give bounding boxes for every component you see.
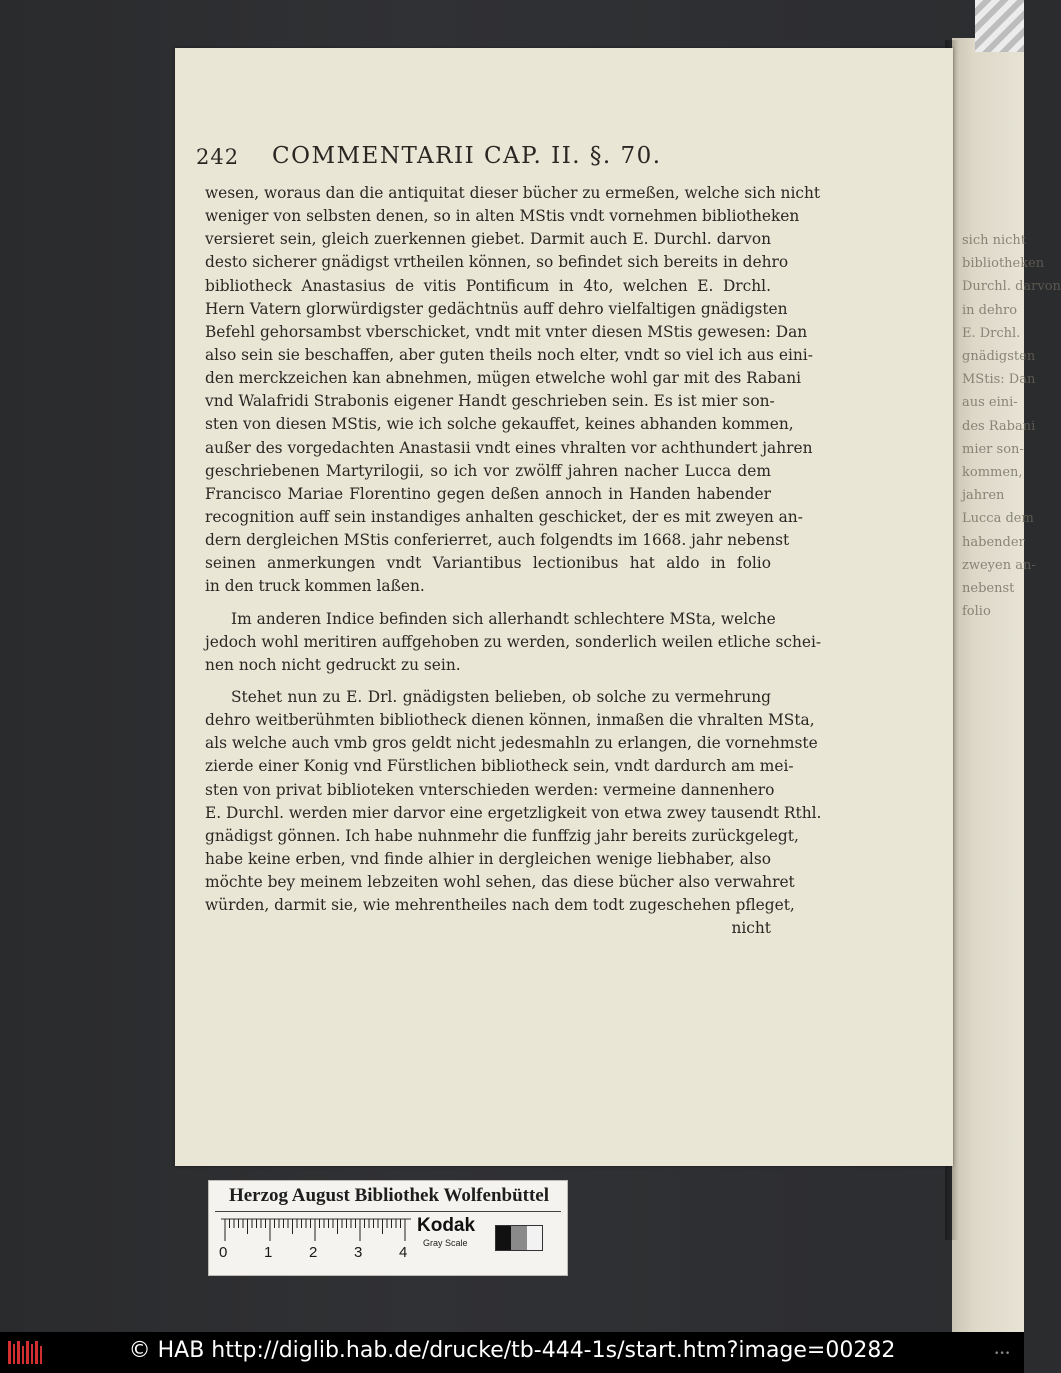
ghost-text-line: bibliotheken xyxy=(962,256,1045,272)
text-line: außer des vorgedachten Anastasii vndt eines vhralten vor achthundert jahren xyxy=(205,438,813,457)
ghost-text-line: sich nicht xyxy=(962,233,1027,248)
ruler-number: 2 xyxy=(309,1244,318,1261)
text-line: bibliotheck Anastasius de vitis Pontificum in 4to, welchen E. Drchl. xyxy=(205,276,771,295)
ghost-text-line: Durchl. darvon xyxy=(962,279,1061,295)
ghost-text-line: MStis: Dan xyxy=(962,372,1036,388)
ghost-text-line: folio xyxy=(962,604,991,620)
paragraph xyxy=(205,608,822,677)
ruler-number: 3 xyxy=(354,1244,363,1261)
ghost-text-line: habender xyxy=(962,534,1025,550)
paragraph xyxy=(205,686,822,917)
text-line: zierde einer Konig vnd Fürstlichen bibliotheck sein, vndt dardurch am mei- xyxy=(205,757,794,776)
citation-footer xyxy=(0,1332,1024,1373)
gray-patch xyxy=(527,1226,542,1250)
text-line: sten von diesen MStis, wie ich solche gekauffet, keines abhanden kommen, xyxy=(205,415,794,434)
text-line: als welche auch vmb gros geldt nicht jedesmahln zu erlangen, die vornehmste xyxy=(205,734,818,753)
scanner-corner-plate xyxy=(975,0,1024,52)
text-line: versieret sein, gleich zuerkennen giebet. Darmit auch E. Durchl. darvon xyxy=(205,230,771,249)
text-line: Stehet nun zu E. Drl. gnädigsten belieben, ob solche zu vermehrung xyxy=(231,687,771,706)
text-line: recognition auff sein instandiges anhalten geschicket, der es mit zweyen an- xyxy=(205,507,803,526)
paragraph-gap xyxy=(205,599,771,608)
running-title: COMMENTARII CAP. II. §. 70. xyxy=(272,143,662,169)
ghost-text-line: nebenst xyxy=(962,581,1015,596)
text-line: vnd Walafridi Strabonis eigener Handt geschrieben sein. Es ist mier son- xyxy=(205,392,775,411)
ghost-text-line: mier son- xyxy=(962,441,1024,457)
text-line: Befehl gehorsambst vberschicket, vndt mit vnter diesen MStis gewesen: Dan xyxy=(205,322,808,341)
gray-patch xyxy=(511,1226,526,1250)
footer-dots-icon: ••• xyxy=(994,1349,1011,1359)
text-line: möchte bey meinem lebzeiten wohl sehen, das diese bücher also verwahret xyxy=(205,873,795,892)
ghost-text-line: jahren xyxy=(962,488,1005,504)
ghost-text-line: gnädigsten xyxy=(962,349,1036,364)
page-body-text xyxy=(205,182,822,941)
ghost-text-line: E. Drchl. xyxy=(962,325,1021,341)
gray-scale-patches xyxy=(495,1225,543,1251)
text-line: in den truck kommen laßen. xyxy=(205,577,425,596)
ghost-text-line: kommen, xyxy=(962,465,1023,480)
ghost-text-line: aus eini- xyxy=(962,395,1018,411)
citation-url: © HAB http://diglib.hab.de/drucke/tb-444-1s/start.htm?image=00282 xyxy=(128,1338,896,1363)
text-line: geschriebenen Martyrilogii, so ich vor zwölff jahren nacher Lucca dem xyxy=(205,461,771,480)
text-line: wesen, woraus dan die antiquitat dieser bücher zu ermeßen, welche sich nicht xyxy=(205,184,821,202)
ghost-text-line: in dehro xyxy=(962,302,1018,318)
ruler-scale-icon xyxy=(221,1219,411,1243)
text-line: E. Durchl. werden mier darvor eine ergetzligkeit von etwa zwey tausendt Rthl. xyxy=(205,803,822,822)
color-scale-card xyxy=(208,1180,568,1276)
catchword: nicht xyxy=(731,919,771,938)
kodak-logo: Kodak xyxy=(417,1215,476,1236)
ghost-text-line: zweyen an- xyxy=(962,557,1036,573)
text-line: Hern Vatern glorwürdigster gedächtnüs auff dehro vielfaltigen gnädigsten xyxy=(205,299,788,318)
text-line: seinen anmerkungen vndt Variantibus lectionibus hat aldo in folio xyxy=(205,554,771,573)
text-line: dern dergleichen MStis conferierret, auch folgendts im 1668. jahr nebenst xyxy=(205,531,790,550)
text-line: Im anderen Indice befinden sich allerhandt schlechtere MSta, welche xyxy=(231,609,776,628)
text-line: also sein sie beschaffen, aber guten theils noch elter, vndt so viel ich aus eini- xyxy=(205,345,813,364)
kodak-subtitle: Gray Scale xyxy=(423,1238,468,1248)
text-line: habe keine erben, vnd finde alhier in dergleichen wenige liebhaber, also xyxy=(205,849,771,868)
text-line: sten von privat biblioteken vnterschieden werden: vermeine dannenhero xyxy=(205,780,775,799)
running-head xyxy=(196,139,756,175)
institution-name: Herzog August Bibliothek Wolfenbüttel xyxy=(228,1185,550,1206)
ghost-text-line: Lucca dem xyxy=(962,511,1034,527)
text-line: gnädigst gönnen. Ich habe nuhnmehr die funffzig jahr bereits zurückgelegt, xyxy=(205,826,799,845)
text-line: Francisco Mariae Florentino gegen deßen annoch in Handen habender xyxy=(205,484,771,503)
ghost-text-line: des Rabani xyxy=(962,418,1036,434)
ruler-numbers xyxy=(219,1244,419,1264)
text-line: desto sicherer gnädigst vrtheilen können, so befindet sich bereits in dehro xyxy=(205,253,789,272)
ruler-number: 4 xyxy=(399,1244,408,1261)
gray-patch xyxy=(496,1226,511,1250)
page-number: 242 xyxy=(196,145,240,169)
ruler-number: 1 xyxy=(264,1244,273,1261)
text-line: den merckzeichen kan abnehmen, mügen etwelche wohl gar mit des Rabani xyxy=(205,369,802,388)
next-page-edge xyxy=(952,38,1061,1332)
card-divider xyxy=(215,1211,561,1212)
paragraph xyxy=(205,182,821,599)
text-line: jedoch wohl meritiren auffgehoben zu werden, sonderlich weilen etliche schei- xyxy=(205,632,822,651)
text-line: nen noch nicht gedruckt zu sein. xyxy=(205,655,461,674)
ruler-number: 0 xyxy=(219,1244,228,1261)
text-line: dehro weitberühmten bibliotheck dienen können, inmaßen die vhralten MSta, xyxy=(205,711,815,730)
text-line: würden, darmit sie, wie mehrentheiles nach dem todt zugeschehen pfleget, xyxy=(205,896,795,915)
text-line: weniger von selbsten denen, so in alten MStis vndt vornehmen bibliotheken xyxy=(205,207,800,226)
paragraph-gap xyxy=(205,677,771,686)
